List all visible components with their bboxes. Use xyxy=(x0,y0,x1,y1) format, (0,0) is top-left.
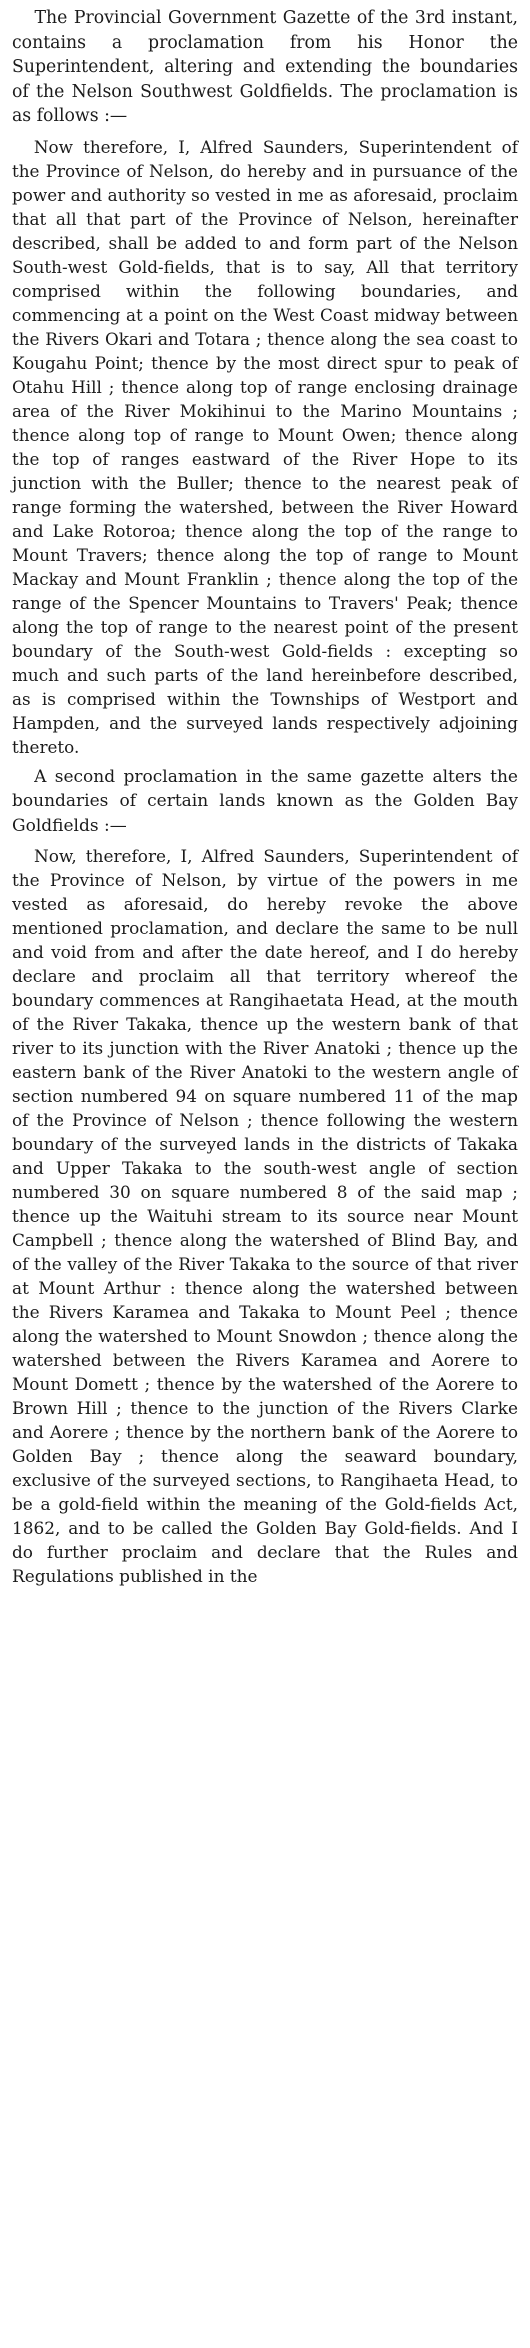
gazette-intro-paragraph: The Provincial Government Gazette of the 3rd instant, contains a proclamation from his Honor the Superintendent, altering and extending the boundaries of the Nelson Southwest Goldfields. The proclamation is as follows :— xyxy=(12,8,518,127)
golden-bay-goldfields-proclamation: Now, therefore, I, Alfred Saunders, Superintendent of the Province of Nelson, by virtue of the powers in me vested as aforesaid, do hereby revoke the above mentioned proclamation, and declare the same to be null and void from and after the date hereof, and I do hereby declare and proclaim all that territory whereof the boundary commences at Rangihaetata Head, at the mouth of the River Takaka, thence up the western bank of that river to its junction with the River Anatoki ; thence up the eastern bank of the River Anatoki to the western angle of section numbered 94 on square numbered 11 of the map of the Province of Nelson ; thence following the western boundary of the surveyed lands in the districts of Takaka and Upper Takaka to the south-west angle of section numbered 30 on square numbered 8 of the said map ; thence up the Waituhi stream to its source near Mount Campbell ; thence along the watershed of Blind Bay, and of the valley of the River Takaka to the source of that river at Mount Arthur : thence along the watershed between the Rivers Karamea and Takaka to Mount Peel ; thence along the watershed to Mount Snowdon ; thence along the watershed between the Rivers Karamea and Aorere to Mount Domett ; thence by the watershed of the Aorere to Brown Hill ; thence to the junction of the Rivers Clarke and Aorere ; thence by the northern bank of the Aorere to Golden Bay ; thence along the seaward boundary, exclusive of the surveyed sections, to Rangihaeta Head, to be a gold-field within the meaning of the Gold-fields Act, 1862, and to be called the Golden Bay Gold-fields. And I do further proclaim and declare that the Rules and Regulations published in the xyxy=(12,845,518,1586)
second-proclamation-intro: A second proclamation in the same gazette alters the boundaries of certain lands known as the Golden Bay Goldfields :— xyxy=(12,766,518,836)
south-west-goldfields-proclamation: Now therefore, I, Alfred Saunders, Superintendent of the Province of Nelson, do hereby and in pursuance of the power and authority so vested in me as aforesaid, proclaim that all that part of the Province of Nelson, hereinafter described, shall be added to and form part of the Nelson South-west Gold-fields, that is to say, All that territory comprised within the following boundaries, and commencing at a point on the West Coast midway between the Rivers Okari and Totara ; thence along the sea coast to Kougahu Point; thence by the most direct spur to peak of Otahu Hill ; thence along top of range enclosing drainage area of the River Mokihinui to the Marino Mountains ; thence along top of range to Mount Owen; thence along the top of ranges eastward of the River Hope to its junction with the Buller; thence to the nearest peak of range forming the watershed, between the River Howard and Lake Rotoroa; thence along the top of the range to Mount Travers; thence along the top of range to Mount Mackay and Mount Franklin ; thence along the top of the range of the Spencer Mountains to Travers' Peak; thence along the top of range to the nearest point of the present boundary of the South-west Gold-fields : excepting so much and such parts of the land hereinbefore described, as is comprised within the Townships of Westport and Hampden, and the surveyed lands respectively adjoining thereto. xyxy=(12,136,518,757)
